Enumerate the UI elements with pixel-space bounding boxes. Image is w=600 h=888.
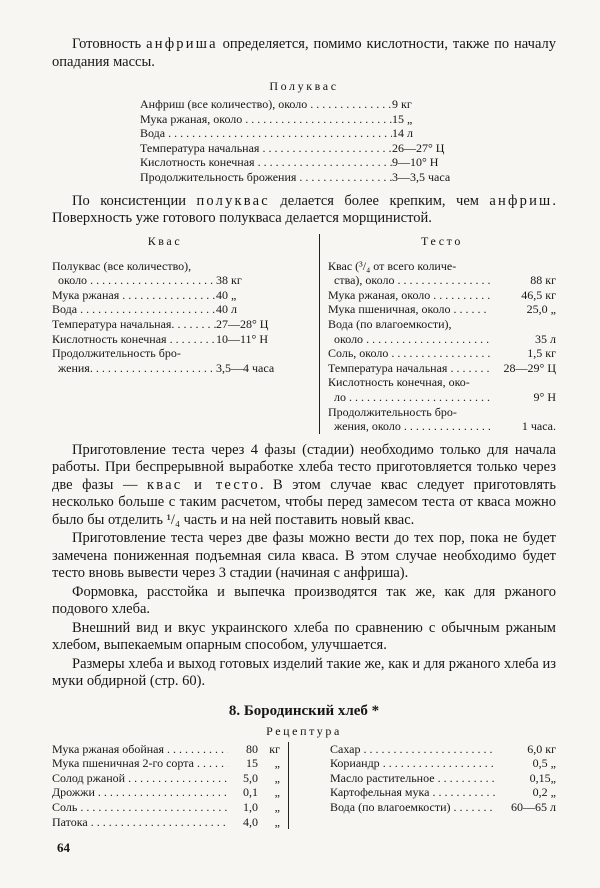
table-row: [140, 155, 470, 170]
row-label: Температура начальная. . . .: [52, 317, 216, 332]
row-value: 15: [246, 756, 258, 771]
table-row: [52, 317, 278, 332]
row-label: Анфриш (все количество), около . . .: [140, 97, 392, 112]
table-row: [52, 288, 278, 303]
row-label: Температура начальная . . .: [328, 361, 490, 376]
preparation-paragraph: [52, 442, 556, 530]
sizes-paragraph: Размеры хлеба и выход готовых изделий такие же, как и для ржаного хлеба из муки обдирной (стр. 60).: [52, 655, 556, 690]
row-label: Кислотность конечная . . .: [140, 155, 392, 170]
table-row: [140, 170, 470, 185]
table-row: [328, 346, 556, 361]
table-row: [328, 361, 556, 376]
table-row: [52, 273, 278, 288]
row-value: 60—65 л: [511, 800, 556, 815]
row-value: 3—3,5 часа: [392, 169, 451, 184]
row-label: ства), около . . .: [328, 273, 490, 288]
row-value: 6,0 кг: [527, 741, 556, 756]
table-row: [52, 742, 280, 757]
row-value: 9—10° Н: [392, 155, 439, 170]
page-number: 64: [57, 840, 70, 855]
row-value: 35 л: [535, 331, 556, 346]
kvas-caption: Квас: [147, 233, 183, 248]
row-value: 46,5 кг: [521, 287, 556, 302]
table-row: [52, 785, 280, 800]
table-row: [140, 126, 470, 141]
row-unit: „: [274, 785, 280, 800]
consistency-paragraph: [52, 193, 556, 228]
page-content: [52, 36, 556, 829]
row-label: Соль . . .: [52, 800, 228, 815]
row-label: около . . .: [328, 332, 490, 347]
spaced-term: полуквас: [196, 192, 270, 209]
row-value: 0,2 „: [532, 785, 556, 800]
table-row: [52, 332, 278, 347]
row-value: 40 „: [216, 287, 237, 302]
row-value: 40 л: [216, 302, 237, 317]
text-run: Приготовление теста через 4 фазы (стадии) необходимо только для начала работы. При беспрерывной выработке хлеба тесто приготовляется только через две фазы —: [52, 441, 556, 493]
row-label: Масло растительное . . .: [330, 771, 496, 786]
row-label: Продолжительность бро-: [52, 346, 181, 361]
text-run: определяется, помимо кислотности, также по началу опадания массы.: [52, 36, 556, 70]
recipe-left-table: [52, 742, 289, 830]
row-value: 1,5 кг: [527, 346, 556, 361]
table-row: [140, 97, 470, 112]
row-value: 9° Н: [533, 389, 556, 404]
row-value: 9 кг: [392, 97, 412, 111]
appearance-paragraph: Внешний вид и вкус украинского хлеба по сравнению с обычным ржаным хлебом, выпекаемым опарным способом, улучшается.: [52, 619, 556, 654]
table-row: [52, 815, 280, 830]
row-value: 14 л: [392, 126, 413, 141]
table-row: [330, 800, 556, 815]
spaced-term: анфриш: [489, 192, 553, 209]
row-label: Вода . . .: [52, 302, 216, 317]
two-phase-paragraph: Приготовление теста через две фазы можно вести до тех пор, пока не будет замечена пониженная подъемная сила кваса. В этом случае необходимо будет тесто вновь вывести через 3 стадии (начиная с анфриша).: [52, 530, 556, 582]
intro-paragraph: [52, 36, 556, 71]
row-value: 1,0: [243, 800, 258, 815]
table-row: [52, 771, 280, 786]
row-label: Мука ржаная, около . . .: [328, 288, 490, 303]
row-unit: „: [274, 770, 280, 785]
table-row: [52, 800, 280, 815]
row-label: Вода (по влагоемкости) . . .: [330, 800, 496, 815]
row-value: 0,1: [243, 785, 258, 800]
row-label: Вода (по влагоемкости),: [328, 316, 452, 331]
table-row: [328, 332, 556, 347]
row-label: ло . . .: [328, 390, 490, 405]
row-unit: „: [274, 800, 280, 815]
poluquas-caption: Полуквас: [269, 79, 339, 93]
row-value: 4,0: [243, 814, 258, 829]
forming-paragraph: Формовка, расстойка и выпечка производятся так же, как для ржаного подового хлеба.: [52, 583, 556, 618]
row-label: жения. . . .: [52, 361, 216, 376]
row-value: 80: [246, 741, 258, 756]
kvas-testo-tables: [52, 234, 556, 434]
kvas-table: [52, 234, 278, 434]
recipe-right-table: [330, 742, 556, 830]
row-label: Мука пшеничная, около . . .: [328, 302, 490, 317]
row-label: Кислотность конечная, око-: [328, 375, 470, 390]
row-label: Сахар . . .: [330, 742, 496, 757]
row-label: Кислотность конечная . . .: [52, 332, 216, 347]
row-label: Кориандр . . .: [330, 756, 496, 771]
table-row: [328, 288, 556, 303]
row-unit: „: [274, 814, 280, 829]
row-label: Мука пшеничная 2-го сорта . . .: [52, 756, 228, 771]
row-value: 3,5—4 часа: [216, 360, 275, 375]
table-row: [328, 390, 556, 405]
row-label: Соль, около . . .: [328, 346, 490, 361]
spaced-term: квас и тесто: [147, 476, 260, 493]
table-row: [328, 273, 556, 288]
row-label: Мука ржаная, около . . .: [140, 112, 392, 127]
testo-table: [319, 234, 556, 434]
text-run: Готовность: [72, 36, 147, 52]
text-run: делается более крепким, чем: [269, 192, 490, 209]
row-label: Продолжительность бро-: [328, 404, 457, 419]
row-label: Вода . . .: [140, 126, 392, 141]
table-row: [140, 141, 470, 156]
row-value: 10—11° Н: [216, 331, 269, 346]
row-value: 0,5 „: [532, 756, 556, 771]
row-label: Патока . . .: [52, 815, 228, 830]
table-row: [52, 756, 280, 771]
table-row: [330, 771, 556, 786]
row-value: 26—27° Ц: [392, 140, 445, 155]
text-run: . В этом случае квас следует приготовлять несколько больше с таким расчетом, чтобы перед замесом теста от кваса можно было бы отделить ¹/₄ часть и на ней поставить новый квас.: [52, 476, 556, 528]
row-label: Картофельная мука . . .: [330, 785, 496, 800]
row-value: 28—29° Ц: [503, 360, 556, 375]
text-run: . Поверхность уже готового полукваса делается морщинистой.: [52, 192, 557, 227]
table-row: [328, 419, 556, 434]
table-row: [330, 742, 556, 757]
row-value: 5,0: [243, 770, 258, 785]
row-label: Продолжительность брожения . . .: [140, 170, 392, 185]
row-label: Мука ржаная обойная . . .: [52, 742, 228, 757]
row-label: Температура начальная . . .: [140, 141, 392, 156]
row-unit: „: [274, 756, 280, 771]
table-row: [330, 756, 556, 771]
row-unit: кг: [269, 741, 280, 756]
testo-caption: Тесто: [421, 233, 463, 248]
spaced-term: анфриша: [146, 36, 218, 52]
row-value: 15 „: [392, 111, 413, 126]
text-run: По консистенции: [72, 192, 197, 209]
table-row: [140, 112, 470, 127]
row-value: 1 часа.: [521, 419, 556, 434]
table-row: [52, 302, 278, 317]
row-value: 38 кг: [216, 273, 242, 288]
poluquas-table: [140, 97, 470, 185]
row-label: Мука ржаная . . .: [52, 288, 216, 303]
recipe-caption: Рецептура: [266, 723, 342, 738]
row-label: Дрожжи . . .: [52, 785, 228, 800]
section-heading: 8. Бородинский хлеб *: [228, 702, 380, 719]
row-label: жения, около . . .: [328, 419, 490, 434]
table-row: [328, 302, 556, 317]
row-label: Полуквас (все количество),: [52, 258, 192, 273]
table-row: [52, 361, 278, 376]
row-label: около . . .: [52, 273, 216, 288]
row-value: 88 кг: [530, 273, 556, 288]
row-label: Солод ржаной . . .: [52, 771, 228, 786]
row-label: Квас (³/₄ от всего количе-: [328, 258, 457, 273]
row-value: 25,0 „: [526, 302, 556, 317]
row-value: 0,15„: [529, 770, 556, 785]
recipe-tables: [52, 742, 556, 830]
table-row: [330, 785, 556, 800]
row-value: 27—28° Ц: [216, 316, 269, 331]
